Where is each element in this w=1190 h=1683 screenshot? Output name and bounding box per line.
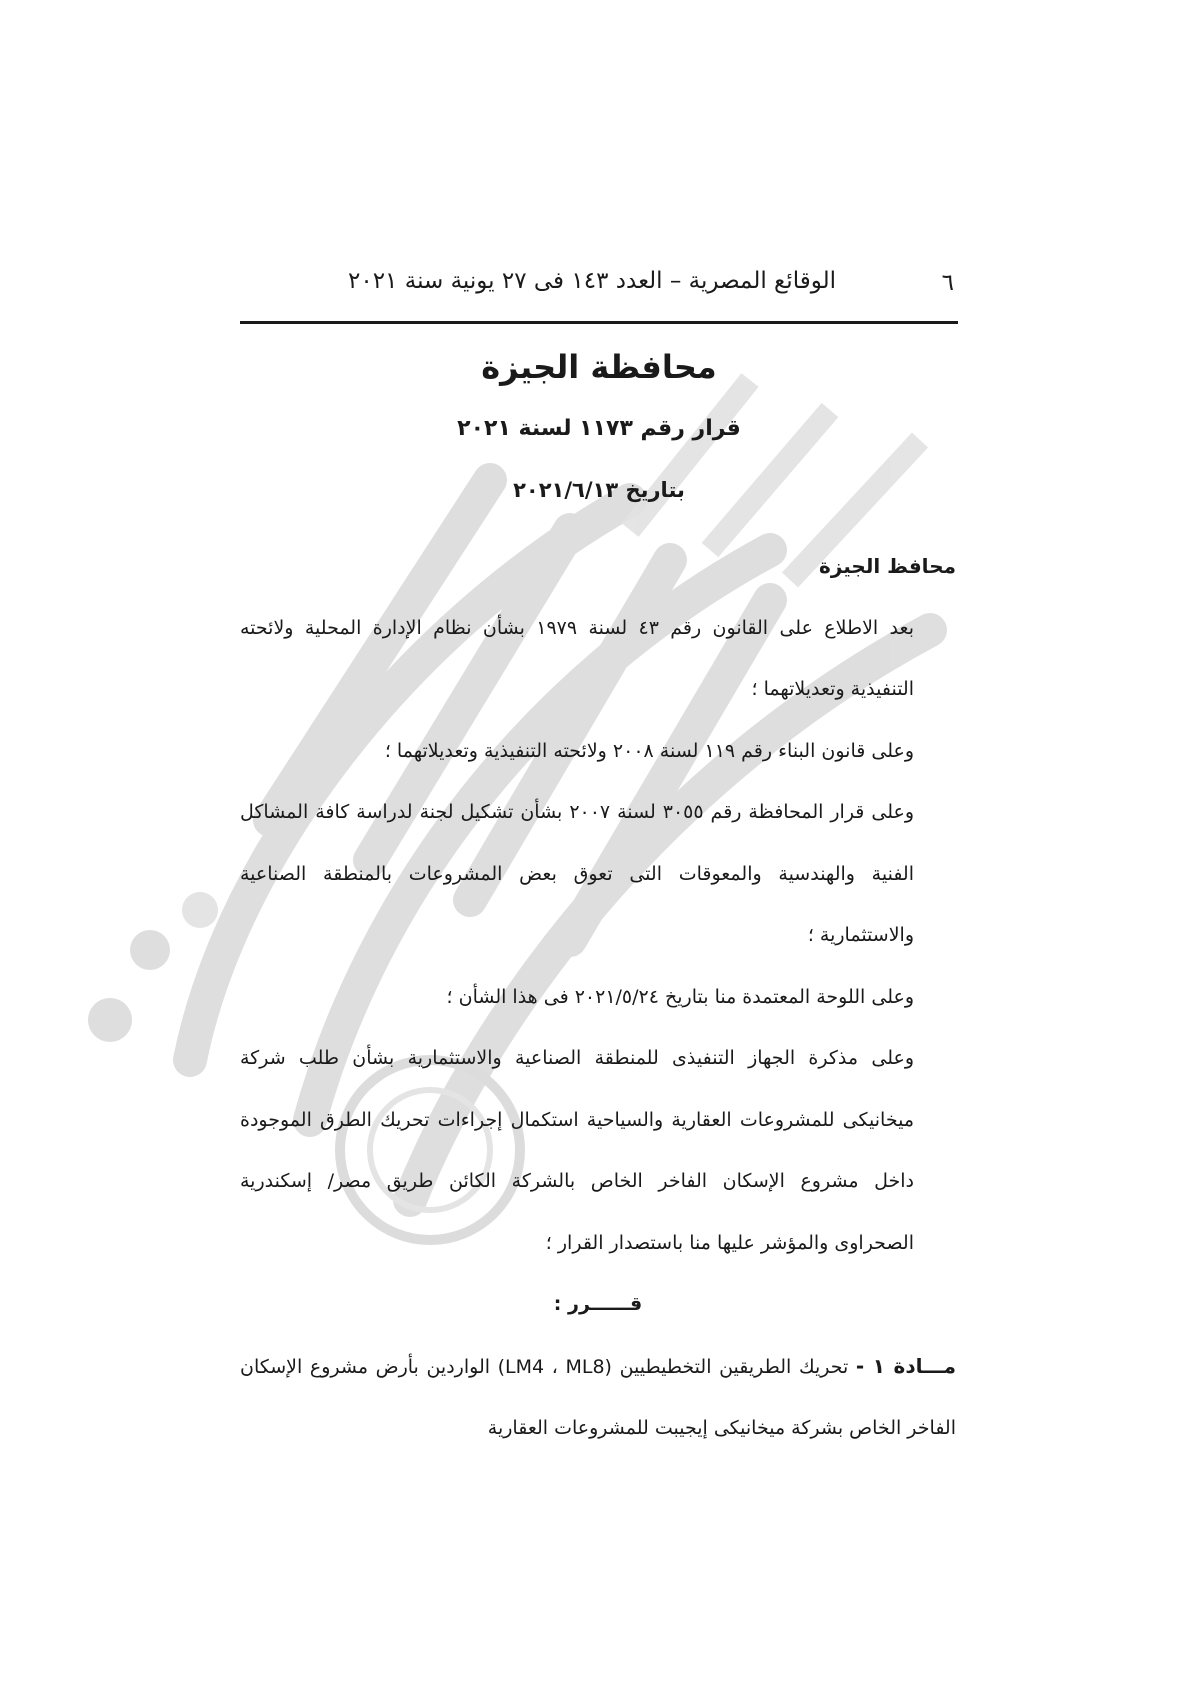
preamble-paragraph-1: بعد الاطلاع على القانون رقم ٤٣ لسنة ١٩٧٩ بشأن نظام الإدارة المحلية ولائحته التنفيذية وتعديلاتهما ؛ <box>240 616 914 700</box>
running-title: الوقائع المصرية – العدد ١٤٣ فى ٢٧ يونية سنة ٢٠٢١ <box>348 268 836 294</box>
article-1 <box>240 1336 956 1460</box>
preamble-paragraph-3: وعلى قرار المحافظة رقم ٣٠٥٥ لسنة ٢٠٠٧ بشأن تشكيل لجنة لدراسة كافة المشاكل الفنية والهندسية والمعوقات التى تعوق بعض المشروعات بالمنطقة الصناعية والاستثمارية ؛ <box>240 801 914 946</box>
running-header <box>238 268 960 308</box>
article-1-text: تحريك الطريقين التخطيطيين (LM4 ، ML8) الواردين بأرض مشروع الإسكان الفاخر الخاص بشركة ميخانيكى إيجيبت للمشروعات العقارية <box>240 1355 956 1439</box>
preamble-paragraph-2: وعلى قانون البناء رقم ١١٩ لسنة ٢٠٠٨ ولائحته التنفيذية وتعديلاتهما ؛ <box>384 739 914 762</box>
signatory-heading: محافظ الجيزة <box>819 554 956 578</box>
decree-title: قرار رقم ١١٧٣ لسنة ٢٠٢١ <box>457 416 741 441</box>
decides-heading: قــــــرر : <box>553 1293 643 1315</box>
header-divider <box>240 321 958 324</box>
preamble-paragraph-5: وعلى مذكرة الجهاز التنفيذى للمنطقة الصناعية والاستثمارية بشأن طلب شركة ميخانيكى للمشروعات العقارية والسياحية استكمال إجراءات تحريك الطرق الموجودة داخل مشروع الإسكان الفاخر الخاص بالشركة الكائن طريق مصر/ إسكندرية الصحراوى والمؤشر عليها منا باستصدار القرار ؛ <box>240 1047 914 1254</box>
issuer-title: محافظة الجيزة <box>481 348 717 386</box>
decree-date: بتاريخ ٢٠٢١/٦/١٣ <box>513 478 685 502</box>
page-number: ٦ <box>941 270 954 296</box>
article-1-label: مـــادة ١ - <box>855 1353 956 1378</box>
document-body <box>240 536 956 1460</box>
preamble-paragraph-4: وعلى اللوحة المعتمدة منا بتاريخ ٢٠٢١/٥/٢٤ فى هذا الشأن ؛ <box>446 985 914 1008</box>
